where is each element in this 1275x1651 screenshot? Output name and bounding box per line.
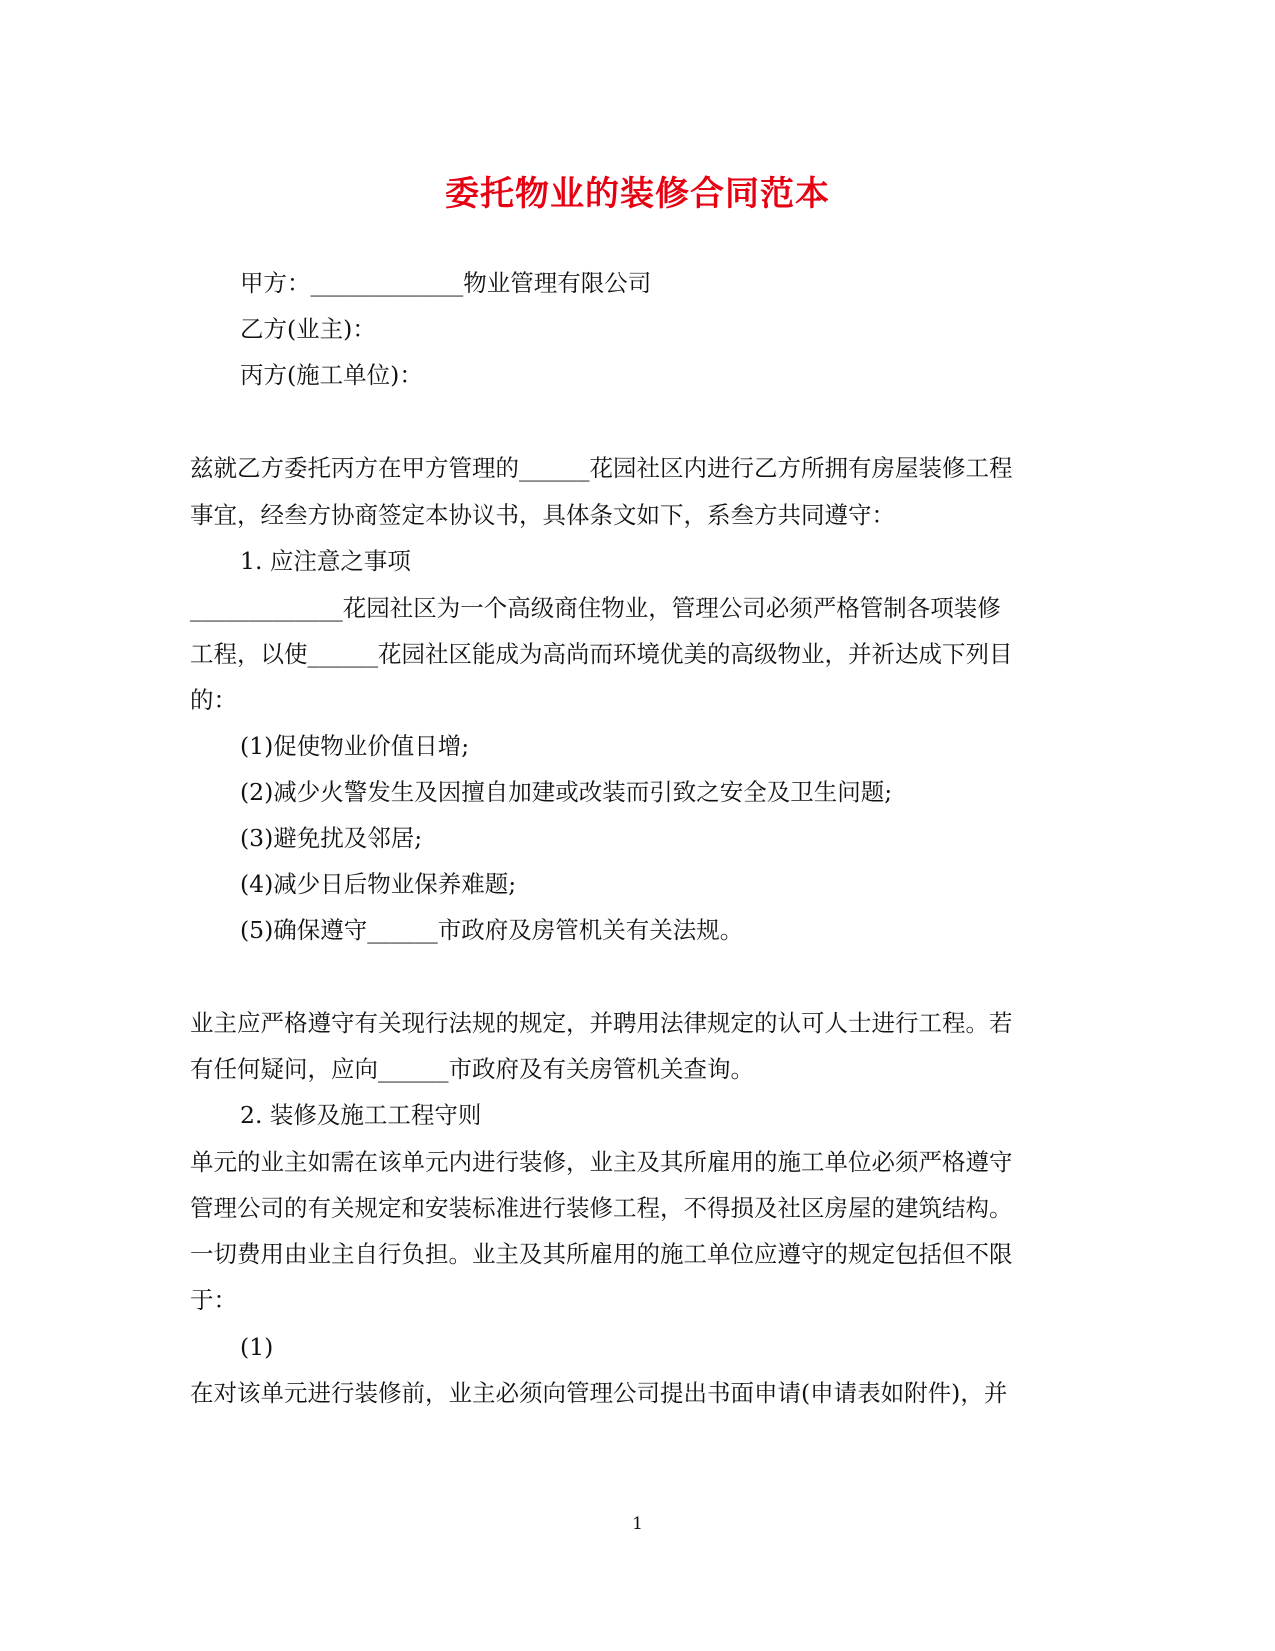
section1-item-2: (2)减少火警发生及因擅自加建或改装而引致之安全及卫生问题; <box>240 778 893 806</box>
section2-body-line-2: 管理公司的有关规定和安装标准进行装修工程，不得损及社区房屋的建筑结构。 <box>190 1194 1013 1222</box>
section1-heading: 1. 应注意之事项 <box>240 547 411 575</box>
section2-body-line-4: 于： <box>190 1286 237 1314</box>
section1-note-line-2: 有任何疑问，应向______市政府及有关房管机关查询。 <box>190 1055 754 1083</box>
section2-item-1-label: (1) <box>240 1333 274 1361</box>
section1-item-5: (5)确保遵守______市政府及房管机关有关法规。 <box>240 916 744 944</box>
section2-body-line-1: 单元的业主如需在该单元内进行装修，业主及其所雇用的施工单位必须严格遵守 <box>190 1148 1013 1176</box>
section1-intro-line-3: 的： <box>190 686 237 714</box>
preamble-line-2: 事宜，经叁方协商签定本协议书，具体条文如下，系叁方共同遵守： <box>190 501 895 529</box>
document-title: 委托物业的装修合同范本 <box>445 174 830 214</box>
section1-item-3: (3)避免扰及邻居; <box>240 824 423 852</box>
section2-heading: 2. 装修及施工工程守则 <box>240 1101 482 1129</box>
section1-intro-line-1: _____________花园社区为一个高级商住物业，管理公司必须严格管制各项装修 <box>190 594 1001 622</box>
section1-item-1: (1)促使物业价值日增; <box>240 732 470 760</box>
section2-body-line-3: 一切费用由业主自行负担。业主及其所雇用的施工单位应遵守的规定包括但不限 <box>190 1240 1013 1268</box>
party-b-line: 乙方(业主)： <box>240 315 376 343</box>
section1-intro-line-2: 工程，以使______花园社区能成为高尚而环境优美的高级物业，并祈达成下列目 <box>190 640 1013 668</box>
section2-item-1-text: 在对该单元进行装修前，业主必须向管理公司提出书面申请(申请表如附件)，并 <box>190 1379 1008 1407</box>
party-a-line: 甲方：_____________物业管理有限公司 <box>240 269 652 297</box>
party-c-line: 丙方(施工单位)： <box>240 361 423 389</box>
preamble-line-1: 兹就乙方委托丙方在甲方管理的______花园社区内进行乙方所拥有房屋装修工程 <box>190 454 1013 482</box>
page-number: 1 <box>632 1514 643 1534</box>
section1-item-4: (4)减少日后物业保养难题; <box>240 870 517 898</box>
section1-note-line-1: 业主应严格遵守有关现行法规的规定，并聘用法律规定的认可人士进行工程。若 <box>190 1009 1013 1037</box>
